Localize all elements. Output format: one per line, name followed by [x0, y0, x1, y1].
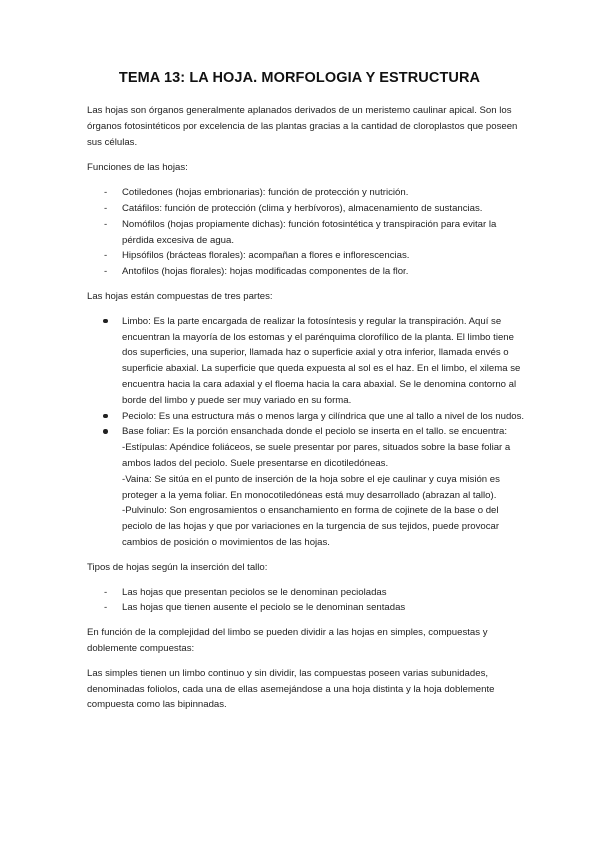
list-item-limbo	[87, 314, 527, 409]
list-item: - Catáfilos: función de protección (clima y herbívoros), almacenamiento de sustancias.	[87, 201, 527, 217]
intro-paragraph: Las hojas son órganos generalmente aplanados derivados de un meristemo caulinar apical. Son los órganos fotosintéticos por excelencia de las plantas gracias a la cantidad de cloroplastos que poseen sus células.	[87, 105, 518, 148]
list-item: - Cotiledones (hojas embrionarias): función de protección y nutrición.	[87, 185, 527, 201]
vaina-text: -Vaina: Se sitúa en el punto de inserción de la hoja sobre el eje caulinar y cuya misión es proteger a la yema foliar. En monocotiledóneas está muy desarrollado (abrazan al tallo).	[122, 473, 500, 501]
base-foliar-text: Base foliar: Es la porción ensanchada donde el peciolo se inserta en el tallo. se encuentra:	[122, 426, 508, 438]
types-heading: Tipos de hojas según la inserción del tallo:	[87, 561, 268, 573]
document-body	[87, 103, 527, 722]
pulvinulo-text: -Pulvinulo: Son engrosamientos o ensanchamiento en forma de cojinete de la base o del peciolo de las hojas y que por variaciones en la turgencia de sus tejidos, puede provocar cambios de posición o movimientos de las hojas.	[122, 505, 500, 548]
estipulas-text: -Estípulas: Apéndice foliáceos, se suele presentar por pares, situados sobre la base foliar a ambos lados del peciolo. Suele presentarse en dicotiledóneas.	[122, 442, 511, 469]
page-title: TEMA 13: LA HOJA. MORFOLOGIA Y ESTRUCTURA	[118, 70, 481, 86]
bullet-icon	[103, 429, 108, 434]
limbo-text: Limbo: Es la parte encargada de realizar la fotosíntesis y regular la transpiración. Aquí se encuentran la mayoría de los estomas y el parénquima clorofílico de la planta. El limbo tiene dos superficies, una superior, llamada haz o superficie axial y otra inferior, llamada envés o superficie abaxial. La superficie que queda expuesta al sol es el haz. En el limbo, el xilema se encuentra hacia la cara adaxial y el floema hacia la cara abaxial. Se le denomina contorno al borde del limbo y puede ser muy variado en su forma.	[122, 315, 521, 406]
simples-paragraph: Las simples tienen un limbo continuo y sin dividir, las compuestas poseen varias subunidades, denominadas foliolos, cada una de ellas asemejándose a una hoja distinta y la hoja doblemente compuesta como las bipinnadas.	[87, 667, 495, 711]
types-list	[87, 585, 527, 617]
list-item: - Nomófilos (hojas propiamente dichas): función fotosintética y transpiración para evitar la pérdida excesiva de agua.	[87, 217, 527, 249]
list-item: - Las hojas que presentan peciolos se le denominan pecioladas	[87, 585, 527, 601]
functions-list	[87, 185, 527, 280]
list-item-peciolo	[87, 409, 527, 425]
bullet-icon	[103, 414, 108, 419]
list-item: - Antofilos (hojas florales): hojas modificadas componentes de la flor.	[87, 264, 527, 280]
functions-heading: Funciones de las hojas:	[87, 162, 188, 174]
complexity-paragraph: En función de la complejidad del limbo se pueden dividir a las hojas en simples, compuestas y doblemente compuestas:	[87, 627, 488, 654]
bullet-icon	[103, 319, 108, 324]
parts-list	[87, 314, 527, 551]
peciolo-text: Peciolo: Es una estructura más o menos larga y cilíndrica que une al tallo a nivel de los nudos.	[122, 410, 525, 422]
list-item: - Las hojas que tienen ausente el peciolo se le denominan sentadas	[87, 600, 527, 616]
parts-heading: Las hojas están compuestas de tres partes:	[87, 290, 273, 302]
list-item-base-foliar	[87, 424, 527, 550]
list-item: - Hipsófilos (brácteas florales): acompañan a flores e inflorescencias.	[87, 248, 527, 264]
